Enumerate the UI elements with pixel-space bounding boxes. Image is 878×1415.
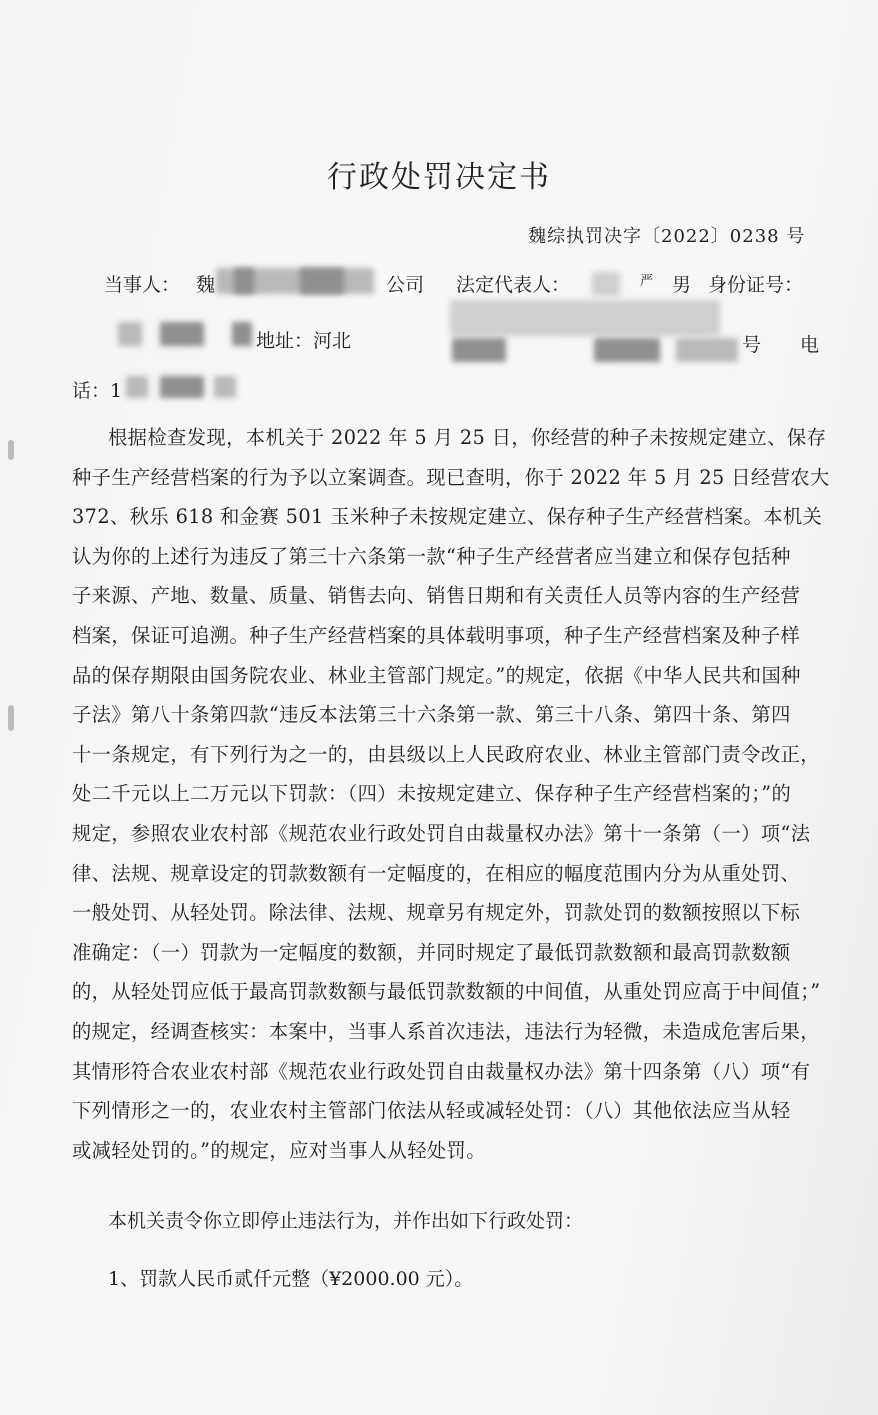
body-line-16: 的规定，经调查核实：本案中，当事人系首次违法，违法行为轻微，未造成危害后果， (72, 1019, 820, 1043)
body-line-11: 规定，参照农业农村部《规范农业行政处罚自由裁量权办法》第十一条第（一）项“法 (72, 821, 811, 845)
redacted-address-2 (452, 338, 506, 362)
gender: 男 (672, 274, 692, 296)
redacted-legal-rep (592, 272, 620, 296)
body-line-15: 的，从轻处罚应低于最高罚款数额与最低罚款数额的中间值，从重处罚应高于中间值；” (72, 980, 821, 1004)
redacted-party-name-mark (300, 268, 344, 294)
body-line-8: 子法》第八十条第四款“违反本法第三十六条第一款、第三十八条、第四十条、第四 (72, 703, 791, 727)
binding-hole-top (8, 440, 14, 460)
body-line-6: 档案，保证可追溯。种子生产经营档案的具体载明事项，种子生产经营档案及种子样 (72, 623, 801, 647)
body-line-9: 十一条规定，有下列行为之一的，由县级以上人民政府农业、林业主管部门责令改正， (72, 742, 820, 766)
body-line-2: 种子生产经营档案的行为予以立案调查。现已查明，你于 2022 年 5 月 25 日经营农大 (72, 465, 830, 489)
company-suffix: 公司 (386, 274, 425, 296)
body-line-17: 其情形符合农业农村部《规范农业行政处罚自由裁量权办法》第十四条第（八）项“有 (72, 1059, 811, 1083)
body-line-13: 一般处罚、从轻处罚。除法律、法规、规章另有规定外，罚款处罚的数额按照以下标 (72, 901, 801, 925)
redacted-id-number-1 (118, 322, 142, 346)
penalty-item: 1、罚款人民币贰仟元整（¥2000.00 元）。 (108, 1268, 474, 1290)
body-line-19: 或减轻处罚的。”的规定，应对当事人从轻处罚。 (72, 1138, 486, 1162)
decision-intro: 本机关责令你立即停止违法行为，并作出如下行政处罚： (108, 1210, 584, 1232)
document-title: 行政处罚决定书 (327, 160, 551, 195)
address-label: 地址：河北 (256, 330, 352, 352)
redacted-address (450, 300, 720, 336)
legal-rep-fragment: 严 (640, 274, 654, 289)
document-number: 魏综执罚决字〔2022〕0238 号 (528, 226, 806, 247)
redacted-id-number-3 (232, 322, 252, 346)
party-label: 当事人： (104, 274, 181, 296)
redacted-address-3 (594, 338, 660, 362)
phone-label-part1: 电 (800, 334, 820, 356)
body-line-5: 子来源、产地、数量、质量、销售去向、销售日期和有关责任人员等内容的生产经营 (72, 584, 801, 608)
body-line-7: 品的保存期限由国务院农业、林业主管部门规定。”的规定，依据《中华人民共和国种 (72, 663, 801, 687)
address-suffix: 号 (742, 334, 762, 356)
binding-hole-bottom (8, 705, 14, 731)
phone-label-part2: 话：1 (72, 380, 123, 402)
redacted-party-name-mark-2 (234, 268, 254, 294)
body-line-4: 认为你的上述行为违反了第三十六条第一款“种子生产经营者应当建立和保存包括种 (72, 544, 791, 568)
redacted-phone-2 (160, 376, 204, 398)
body-line-1: 根据检查发现，本机关于 2022 年 5 月 25 日，你经营的种子未按规定建立、保存 (108, 426, 827, 449)
redacted-address-4 (676, 338, 738, 362)
party-name-fragment: 魏 (196, 274, 216, 296)
id-label: 身份证号： (708, 274, 804, 296)
redacted-id-number-2 (160, 322, 204, 346)
body-line-3: 372、秋乐 618 和金赛 501 玉米种子未按规定建立、保存种子生产经营档案。本机关 (72, 505, 823, 529)
redacted-phone-3 (214, 376, 236, 398)
body-line-14: 准确定：（一）罚款为一定幅度的数额，并同时规定了最低罚款数额和最高罚款数额 (72, 940, 791, 964)
body-line-10: 处二千元以上二万元以下罚款：（四）未按规定建立、保存种子生产经营档案的；”的 (72, 782, 792, 806)
legal-rep-label: 法定代表人： (456, 274, 571, 296)
body-line-12: 律、法规、规章设定的罚款数额有一定幅度的，在相应的幅度范围内分为从重处罚、 (72, 861, 801, 885)
findings-paragraph (72, 418, 832, 1170)
body-line-18: 下列情形之一的，农业农村主管部门依法从轻或减轻处罚：（八）其他依法应当从轻 (72, 1099, 791, 1123)
redacted-phone-1 (126, 376, 148, 398)
